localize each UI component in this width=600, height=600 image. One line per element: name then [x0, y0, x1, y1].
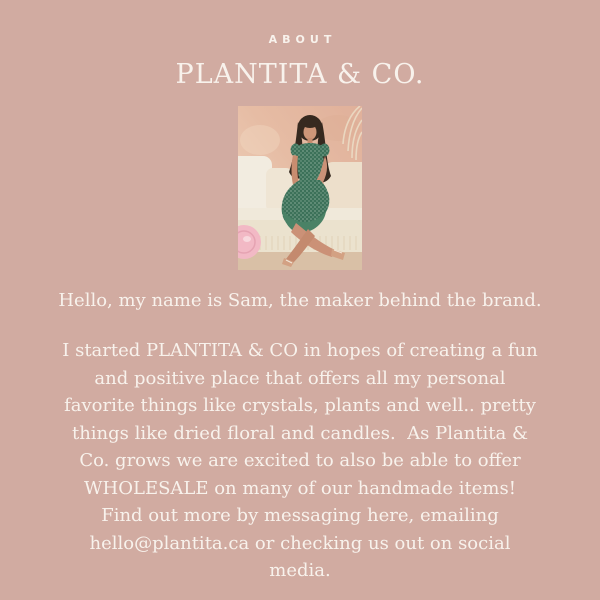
intro-text: Hello, my name is Sam, the maker behind the brand. [58, 290, 542, 311]
body-line: and positive place that offers all my personal [94, 367, 506, 389]
eyebrow-label: ABOUT [268, 33, 337, 46]
body-line: favorite things like crystals, plants and well.. pretty [64, 395, 536, 416]
body-line: Find out more by messaging here, emailing [101, 505, 499, 526]
body-line: Co. grows we are excited to also be able to offer [79, 450, 521, 471]
brand-title: PLANTITA & CO. [175, 59, 425, 90]
founder-photo [238, 106, 362, 270]
body-line: media. [269, 560, 331, 581]
body-line-email: hello@plantita.ca or checking us out on social [89, 532, 511, 554]
body-line: I started PLANTITA & CO in hopes of creating a fun [62, 340, 538, 361]
body-line: things like dried floral and candles. As Plantita & [71, 422, 529, 444]
body-line: WHOLESALE on many of our handmade items! [84, 477, 516, 499]
about-body [0, 337, 600, 585]
